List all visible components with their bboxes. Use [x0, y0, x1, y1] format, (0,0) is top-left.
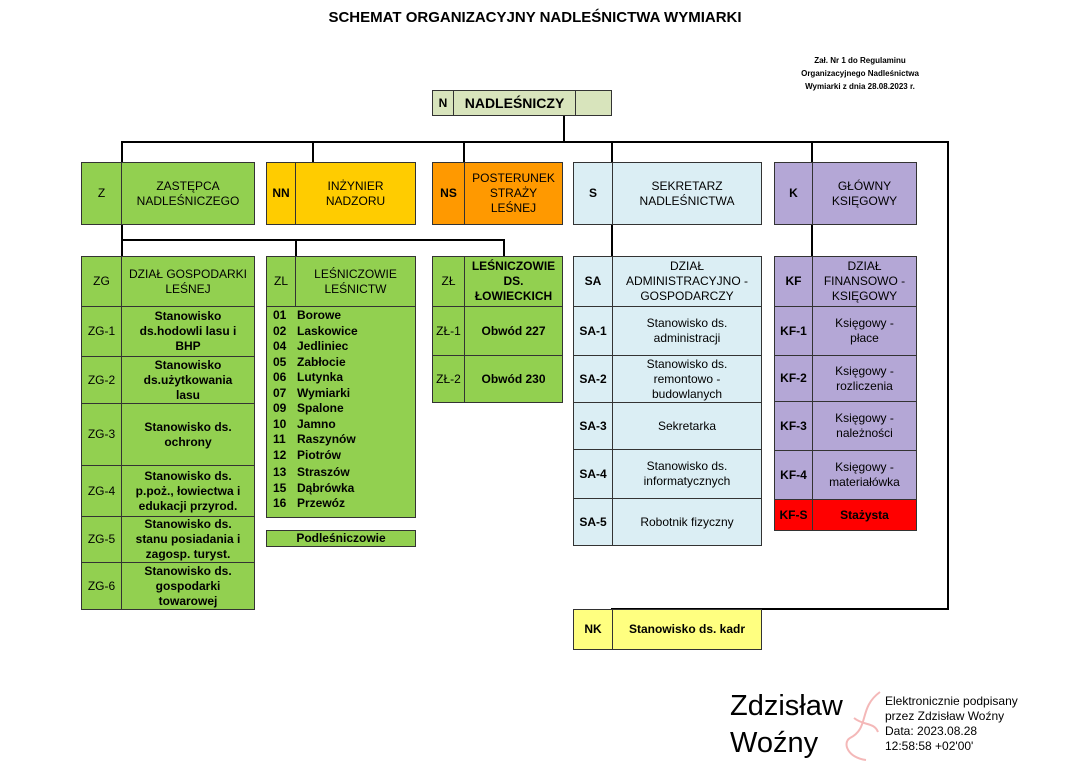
kf-item: Stażysta	[812, 499, 917, 531]
sa-item-code: SA-3	[573, 402, 613, 450]
connector-line	[121, 239, 505, 241]
zg-item: Stanowisko ds. ochrony	[121, 403, 255, 466]
list-item: 13 Straszów	[273, 465, 350, 479]
annex-note-line: Organizacyjnego Nadleśnictwa	[801, 69, 919, 78]
annex-note-line: Zał. Nr 1 do Regulaminu	[814, 56, 906, 65]
sa-item-code: SA-4	[573, 449, 613, 499]
connector-line	[947, 141, 949, 610]
signature-detail-line: 12:58:58 +02'00'	[885, 739, 974, 753]
sa-item: Stanowisko ds. informatycznych	[612, 449, 762, 499]
zlow-header: LEŚNICZOWIE DS. ŁOWIECKICH	[464, 256, 563, 307]
list-item: 04 Jedliniec	[273, 339, 349, 353]
zl-code: ZL	[266, 256, 296, 307]
signature-detail-line: Data: 2023.08.28	[885, 724, 978, 738]
kf-header: DZIAŁ FINANSOWO - KSIĘGOWY	[812, 256, 917, 307]
kf-item-code: KF-4	[774, 450, 813, 500]
unit-s-code: S	[573, 162, 613, 225]
connector-line	[121, 141, 949, 143]
connector-line	[503, 239, 505, 257]
connector-line	[121, 141, 123, 163]
unit-k-code: K	[774, 162, 813, 225]
zg-item: Stanowisko ds. gospodarki towarowej	[121, 562, 255, 610]
kf-item-code: KF-S	[774, 499, 813, 531]
annex-note	[760, 54, 960, 93]
list-item: 05 Zabłocie	[273, 354, 346, 369]
connector-line	[563, 115, 565, 142]
sa-item-code: SA-1	[573, 306, 613, 356]
unit-ns-code: NS	[432, 162, 465, 225]
sa-header: DZIAŁ ADMINISTRACYJNO - GOSPODARCZY	[612, 256, 762, 307]
list-item: 12 Piotrów	[273, 447, 341, 462]
nk-code: NK	[573, 609, 613, 650]
sa-item: Stanowisko ds. remontowo - budowlanych	[612, 355, 762, 403]
list-item: 07 Wymiarki	[273, 385, 351, 400]
zg-item-code: ZG-3	[81, 403, 122, 466]
sa-item: Robotnik fizyczny	[612, 498, 762, 546]
kf-item: Księgowy - rozliczenia	[812, 355, 917, 402]
sa-code: SA	[573, 256, 613, 307]
signature-name	[730, 688, 843, 762]
sa-item-code: SA-2	[573, 355, 613, 403]
zlow-item-code: ZŁ-1	[432, 306, 465, 356]
list-item: 11 Raszynów	[273, 432, 356, 446]
connector-line	[463, 141, 465, 163]
director-extra	[575, 90, 612, 116]
zlow-item: Obwód 227	[464, 306, 563, 356]
connector-line	[312, 141, 314, 163]
sa-item: Sekretarka	[612, 402, 762, 450]
annex-note-line: Wymiarki z dnia 28.08.2023 r.	[805, 82, 915, 91]
list-item: 09 Spalone	[273, 401, 344, 415]
signature-detail-line: przez Zdzisław Woźny	[885, 709, 1005, 723]
connector-line	[811, 224, 813, 257]
kf-item: Księgowy - należności	[812, 401, 917, 451]
kf-item-code: KF-2	[774, 355, 813, 402]
director-code: N	[432, 90, 454, 116]
sub-foresters-box: Podleśniczowie	[266, 530, 416, 547]
zl-header: LEŚNICZOWIE LEŚNICTW	[295, 256, 416, 307]
connector-line	[811, 141, 813, 163]
signature-name-line: Zdzisław	[730, 690, 843, 722]
connector-line	[611, 141, 613, 163]
kf-item: Księgowy - płace	[812, 306, 917, 356]
zg-header: DZIAŁ GOSPODARKI LEŚNEJ	[121, 256, 255, 307]
director-box: NADLEŚNICZY	[453, 90, 576, 116]
unit-z-code: Z	[81, 162, 122, 225]
connector-line	[611, 224, 613, 257]
list-item: 02 Laskowice	[273, 323, 358, 338]
zg-code: ZG	[81, 256, 122, 307]
kf-item: Księgowy - materiałówka	[812, 450, 917, 500]
signature-details	[885, 694, 1018, 754]
zg-item-code: ZG-5	[81, 516, 122, 563]
unit-s-box: SEKRETARZ NADLEŚNICTWA	[612, 162, 762, 225]
signature-name-line: Woźny	[730, 727, 819, 759]
zg-item-code: ZG-6	[81, 562, 122, 610]
unit-z-box: ZASTĘPCA NADLEŚNICZEGO	[121, 162, 255, 225]
signature-watermark-icon	[840, 688, 885, 763]
nk-box: Stanowisko ds. kadr	[612, 609, 762, 650]
zg-item-code: ZG-1	[81, 306, 122, 357]
sa-item: Stanowisko ds. administracji	[612, 306, 762, 356]
kf-item-code: KF-3	[774, 401, 813, 451]
sa-item-code: SA-5	[573, 498, 613, 546]
list-item: 16 Przewóz	[273, 496, 346, 510]
list-item: 06 Lutynka	[273, 370, 344, 384]
signature-detail-line: Elektronicznie podpisany	[885, 694, 1018, 708]
list-item: 01 Borowe	[273, 308, 342, 322]
zg-item: Stanowisko ds. stanu posiadania i zagosp. turyst.	[121, 516, 255, 563]
zg-item: Stanowisko ds. p.poż., łowiectwa i edukacji przyrod.	[121, 465, 255, 517]
kf-item-code: KF-1	[774, 306, 813, 356]
unit-k-box: GŁÓWNY KSIĘGOWY	[812, 162, 917, 225]
zg-item: Stanowisko ds.hodowli lasu i BHP	[121, 306, 255, 357]
kf-code: KF	[774, 256, 813, 307]
connector-line	[295, 239, 297, 257]
zlow-item-code: ZŁ-2	[432, 355, 465, 403]
zg-item: Stanowisko ds.użytkowania lasu	[121, 356, 255, 404]
list-item: 10 Jamno	[273, 416, 336, 431]
zg-item-code: ZG-2	[81, 356, 122, 404]
forestry-list	[266, 306, 416, 518]
zlow-item: Obwód 230	[464, 355, 563, 403]
unit-nn-box: INŻYNIER NADZORU	[295, 162, 416, 225]
page-title: SCHEMAT ORGANIZACYJNY NADLEŚNICTWA WYMIARKI	[328, 9, 742, 26]
unit-ns-box: POSTERUNEK STRAŻY LEŚNEJ	[464, 162, 563, 225]
zlow-code: ZŁ	[432, 256, 465, 307]
zg-item-code: ZG-4	[81, 465, 122, 517]
list-item: 15 Dąbrówka	[273, 480, 355, 495]
unit-nn-code: NN	[266, 162, 296, 225]
